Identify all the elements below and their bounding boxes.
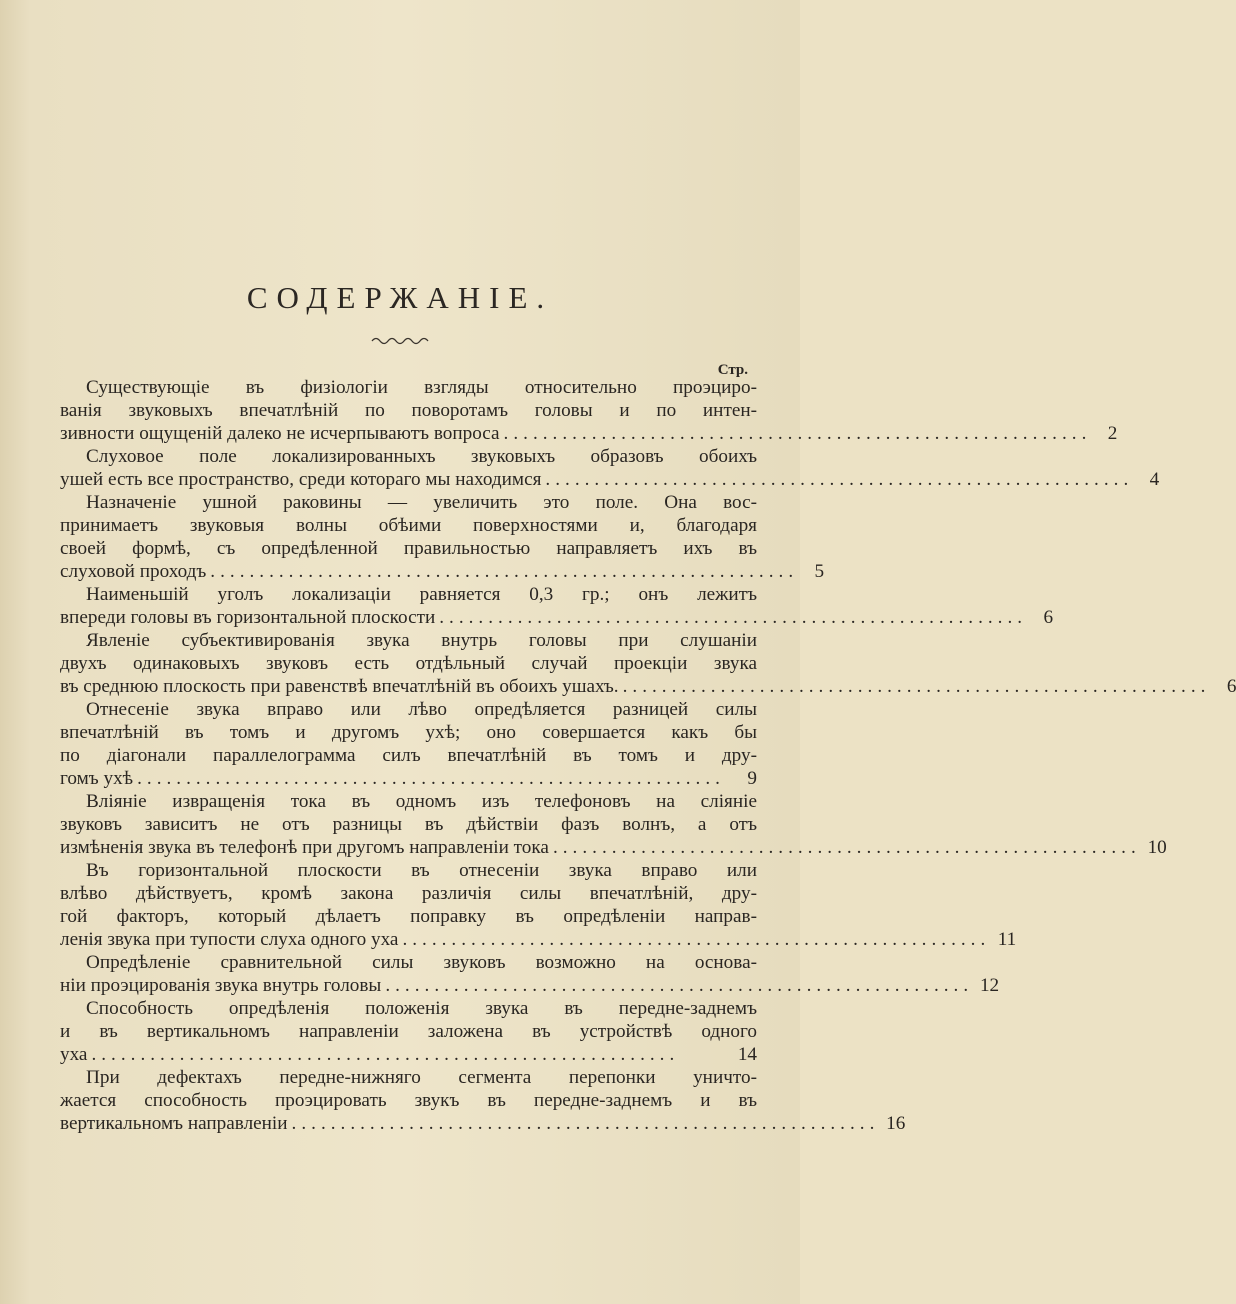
toc-entry-line: и въ вертикальномъ направленіи заложена въ устройствѣ одного (60, 1021, 757, 1042)
dot-leader: ............................................................ (545, 469, 1134, 490)
toc-page-number: 11 (997, 929, 1017, 950)
toc-page-number: 14 (737, 1044, 757, 1065)
page-column-header: Стр. (717, 362, 748, 378)
dot-leader: ............................................................ (210, 561, 799, 582)
toc-entry-line: Существующіе въ физіологіи взгляды относительно проэциро- (86, 377, 757, 398)
toc-entry-text: гомъ ухѣ (60, 768, 134, 789)
toc-entry-text: впереди головы въ горизонтальной плоскости (60, 607, 436, 628)
toc-entry-line: Отнесеніе звука вправо или лѣво опредѣляется разницей силы (86, 699, 757, 720)
toc-entry-line: двухъ одинаковыхъ звуковъ есть отдѣльный случай проекціи звука (60, 653, 757, 674)
toc-entry-text: слуховой проходъ (60, 561, 207, 582)
toc-entry-last-line (60, 560, 825, 583)
toc-entry (60, 445, 1160, 491)
toc-entry (60, 376, 1118, 445)
toc-entry-line: гой факторъ, который дѣлаетъ поправку въ опредѣленіи направ- (60, 906, 757, 927)
toc-entry-line: по діагонали параллелограмма силъ впечатлѣній въ томъ и дру- (60, 745, 757, 766)
toc-page-number: 10 (1147, 837, 1167, 858)
dot-leader: ............................................................ (291, 1113, 880, 1134)
toc-entry-line: жается способность проэцировать звукъ въ передне-заднемъ и въ (60, 1090, 757, 1111)
dot-leader: ............................................................ (503, 423, 1092, 444)
toc-entry-last-line (60, 974, 1000, 997)
toc-page-number: 6 (1043, 607, 1054, 628)
toc-entry-line: ванія звуковыхъ впечатлѣній по поворотамъ головы и по интен- (60, 400, 757, 421)
dot-leader: ............................................................ (622, 676, 1211, 697)
toc-entry-line: Опредѣленіе сравнительной силы звуковъ возможно на основа- (86, 952, 757, 973)
toc-entry (60, 491, 825, 583)
toc-entry-line: Слуховое поле локализированныхъ звуковыхъ образовъ обоихъ (86, 446, 757, 467)
toc-entry-last-line (60, 1112, 906, 1135)
page-title: СОДЕРЖАНІЕ. (246, 280, 554, 315)
toc-entry-line: Явленіе субъективированія звука внутрь головы при слушаніи (86, 630, 757, 651)
toc-entry-last-line (60, 928, 1017, 951)
toc-page-number: 4 (1149, 469, 1160, 490)
dot-leader: ............................................................ (91, 1044, 680, 1065)
toc-page-number: 5 (814, 561, 825, 582)
toc-page-number: 2 (1107, 423, 1118, 444)
toc-page-number: 12 (979, 975, 1000, 996)
toc-entry (60, 629, 1236, 698)
toc-entry-line: Назначеніе ушной раковины — увеличить это поле. Она вос- (86, 492, 757, 513)
toc-entry-last-line (60, 1043, 757, 1066)
dot-leader: ............................................................ (439, 607, 1028, 628)
toc-page-number: 9 (747, 768, 757, 789)
toc-entry-last-line (60, 675, 1236, 698)
table-of-contents (60, 376, 1236, 1135)
toc-entry-line: звуковъ зависитъ не отъ разницы въ дѣйствіи фазъ волнъ, а отъ (60, 814, 757, 835)
toc-entry-line: принимаетъ звуковыя волны обѣими поверхностями и, благодаря (60, 515, 757, 536)
toc-entry (60, 790, 1167, 859)
toc-entry (60, 997, 757, 1066)
dot-leader: ............................................................ (137, 768, 725, 789)
toc-entry-last-line (60, 468, 1160, 491)
toc-page-number: 16 (886, 1113, 906, 1134)
toc-entry-text: измѣненія звука въ телефонѣ при другомъ направленіи тока (60, 837, 549, 858)
toc-entry-line: впечатлѣній въ томъ и другомъ ухѣ; оно совершается какъ бы (60, 722, 757, 743)
toc-entry-last-line (60, 836, 1167, 859)
toc-entry (60, 859, 1017, 951)
toc-entry (60, 951, 1000, 997)
toc-entry-text: ленія звука при тупости слуха одного уха (60, 929, 399, 950)
toc-entry (60, 1066, 906, 1135)
toc-entry-line: Способность опредѣленія положенія звука въ передне-заднемъ (86, 998, 757, 1019)
toc-entry-text: вертикальномъ направленіи (60, 1113, 288, 1134)
toc-entry-line: Въ горизонтальной плоскости въ отнесеніи звука вправо или (86, 860, 757, 881)
toc-entry-last-line (60, 606, 1054, 629)
toc-entry (60, 583, 1054, 629)
toc-entry-line: влѣво дѣйствуетъ, кромѣ закона различія силы впечатлѣній, дру- (60, 883, 757, 904)
toc-entry-text: ушей есть все пространство, среди котораго мы находимся (60, 469, 542, 490)
toc-entry-text: ніи проэцированія звука внутрь головы (60, 975, 382, 996)
toc-entry-line: Наименьшій уголъ локализаціи равняется 0,3 гр.; онъ лежитъ (86, 584, 757, 605)
toc-entry-text: зивности ощущеній далеко не исчерпываютъ вопроса (60, 423, 500, 444)
dot-leader: ............................................................ (402, 929, 991, 950)
ornament-divider (370, 333, 430, 347)
toc-entry (60, 698, 757, 790)
toc-page-number: 6 (1226, 676, 1236, 697)
toc-entry-line: При дефектахъ передне-нижняго сегмента перепонки уничто- (86, 1067, 757, 1088)
toc-entry-line: своей формѣ, съ опредѣленной правильностью направляетъ ихъ въ (60, 538, 757, 559)
dot-leader: ............................................................ (552, 837, 1141, 858)
toc-entry-text: уха (60, 1044, 88, 1065)
toc-entry-last-line (60, 422, 1118, 445)
dot-leader: ............................................................ (385, 975, 974, 996)
toc-entry-last-line (60, 767, 757, 790)
toc-entry-line: Вліяніе извращенія тока въ одномъ изъ телефоновъ на сліяніе (86, 791, 757, 812)
toc-entry-text: въ среднюю плоскость при равенствѣ впечатлѣній въ обоихъ ушахъ. (60, 676, 619, 697)
